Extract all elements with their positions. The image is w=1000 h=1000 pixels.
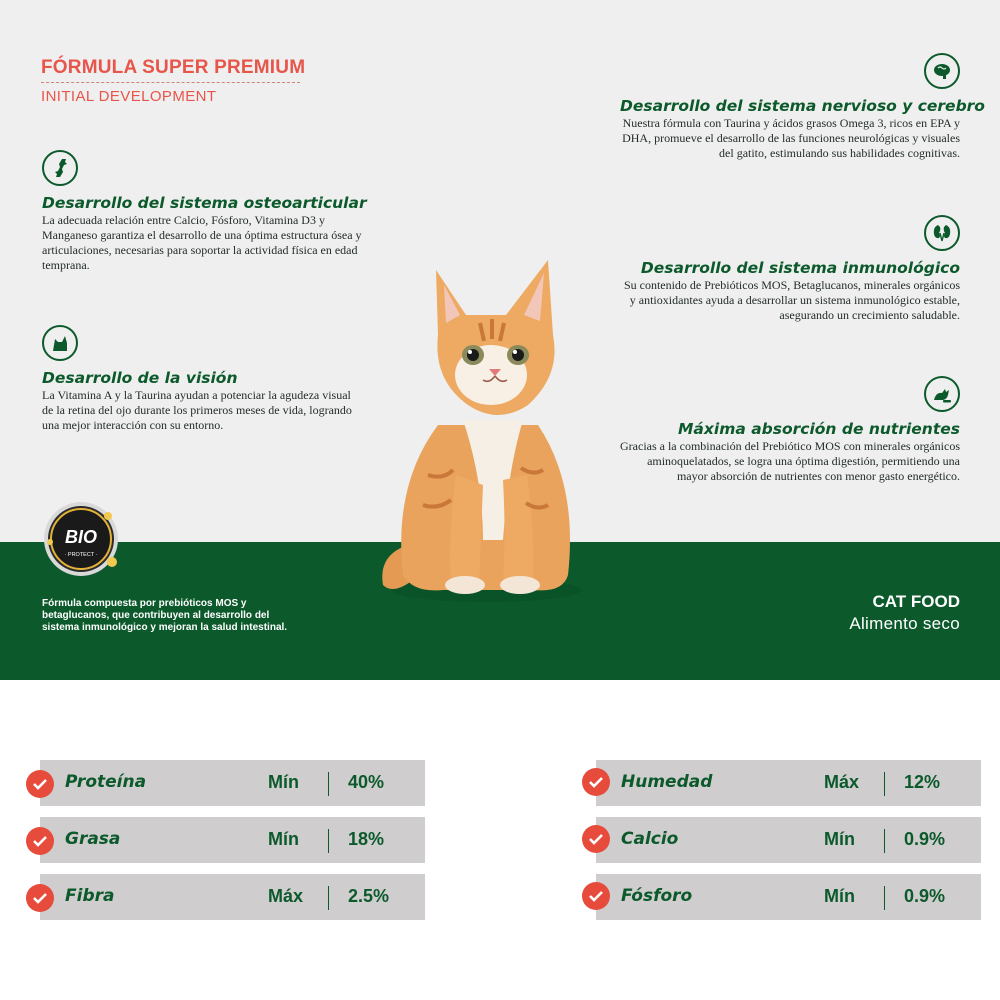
cat-eating-icon [924, 376, 960, 412]
bio-badge-subtext: · PROTECT · [64, 552, 98, 558]
check-icon [582, 882, 610, 910]
feature-immune-system [620, 215, 960, 323]
nutrient-separator [884, 829, 885, 853]
feature-osteoarticular [42, 150, 367, 273]
nutrition-row-fat [40, 817, 425, 863]
feature-title: Desarrollo del sistema osteoarticular [42, 194, 367, 212]
nutrition-row-fiber [40, 874, 425, 920]
check-icon [582, 825, 610, 853]
feature-title: Desarrollo de la visión [42, 369, 238, 387]
nutrition-row-moisture [596, 760, 981, 806]
nutrient-name: Proteína [65, 772, 147, 792]
nutrient-qualifier: Mín [268, 772, 299, 792]
feature-desc: La adecuada relación entre Calcio, Fósforo, Vitamina D3 y Manganeso garantiza el desarrollo de una óptima estructura ósea y articulaciones, necesarias para soportar la actividad física en edad temprana. [42, 213, 362, 272]
product-type [849, 592, 960, 634]
brand-subtitle: INITIAL DEVELOPMENT [41, 88, 217, 105]
check-icon [582, 768, 610, 796]
bone-joint-icon [42, 150, 78, 186]
nutrient-value: 0.9% [904, 886, 946, 906]
nutrient-value: 18% [348, 829, 385, 849]
nutrition-row-calcium [596, 817, 981, 863]
brain-icon [924, 53, 960, 89]
check-icon [26, 770, 54, 798]
nutrient-value: 0.9% [904, 829, 946, 849]
nutrient-qualifier: Mín [268, 829, 299, 849]
nutrient-name: Calcio [621, 829, 679, 849]
bio-note: Fórmula compuesta por prebióticos MOS y betaglucanos, que contribuyen al desarrollo del sistema inmunológico y mejoran la salud intestinal. [42, 598, 288, 633]
nutrient-value: 2.5% [348, 886, 390, 906]
nutrient-name: Humedad [621, 772, 713, 792]
nutrient-value: 40% [348, 772, 385, 792]
feature-nervous-system [620, 53, 985, 161]
product-label: CAT FOOD [872, 592, 960, 611]
nutrient-name: Fibra [65, 886, 115, 906]
nutrient-separator [884, 772, 885, 796]
nutrient-separator [884, 886, 885, 910]
nutrient-qualifier: Mín [824, 829, 855, 849]
kitten-image [368, 245, 598, 615]
nutrition-row-protein [40, 760, 425, 806]
feature-desc: Nuestra fórmula con Taurina y ácidos grasos Omega 3, ricos en EPA y DHA, promueve el desarrollo de las funciones neurológicas y visuales del gatito, estimulando sus habilidades cognitivas. [622, 116, 960, 160]
check-icon [26, 827, 54, 855]
feature-title: Máxima absorción de nutrientes [678, 420, 960, 438]
feature-desc: Su contenido de Prebióticos MOS, Betaglucanos, minerales orgánicos y antioxidantes ayuda a desarrollar un sistema inmunológico estable, asegurando un crecimiento saludable. [623, 278, 960, 322]
nutrient-qualifier: Máx [268, 886, 304, 906]
feature-title: Desarrollo del sistema inmunológico [640, 259, 960, 277]
feature-vision [42, 325, 362, 433]
brand-divider [41, 82, 300, 83]
nutrition-row-phosphorus [596, 874, 981, 920]
nutrient-separator [328, 886, 329, 910]
nutrient-separator [328, 829, 329, 853]
nutrient-separator [328, 772, 329, 796]
nutrient-value: 12% [904, 772, 941, 792]
nutrient-qualifier: Mín [824, 886, 855, 906]
kidneys-icon [924, 215, 960, 251]
product-sublabel: Alimento seco [849, 614, 960, 633]
nutrient-name: Grasa [65, 829, 121, 849]
feature-desc: La Vitamina A y la Taurina ayudan a potenciar la agudeza visual de la retina del ojo durante los primeros meses de vida, logrando una mejor interacción con su entorno. [42, 388, 352, 432]
nutrient-name: Fósforo [621, 886, 693, 906]
feature-title: Desarrollo del sistema nervioso y cerebro [620, 97, 985, 115]
nutrient-qualifier: Máx [824, 772, 860, 792]
cat-head-icon [42, 325, 78, 361]
bio-badge-text: BIO [64, 527, 98, 547]
bio-protect-badge [42, 500, 120, 578]
feature-nutrient-absorption [620, 376, 960, 484]
check-icon [26, 884, 54, 912]
brand-title: FÓRMULA SUPER PREMIUM [41, 57, 306, 78]
feature-desc: Gracias a la combinación del Prebiótico MOS con minerales orgánicos aminoquelatados, se logra una óptima digestión, permitiendo una mayor absorción de nutrientes con menor gasto energético. [620, 439, 961, 483]
